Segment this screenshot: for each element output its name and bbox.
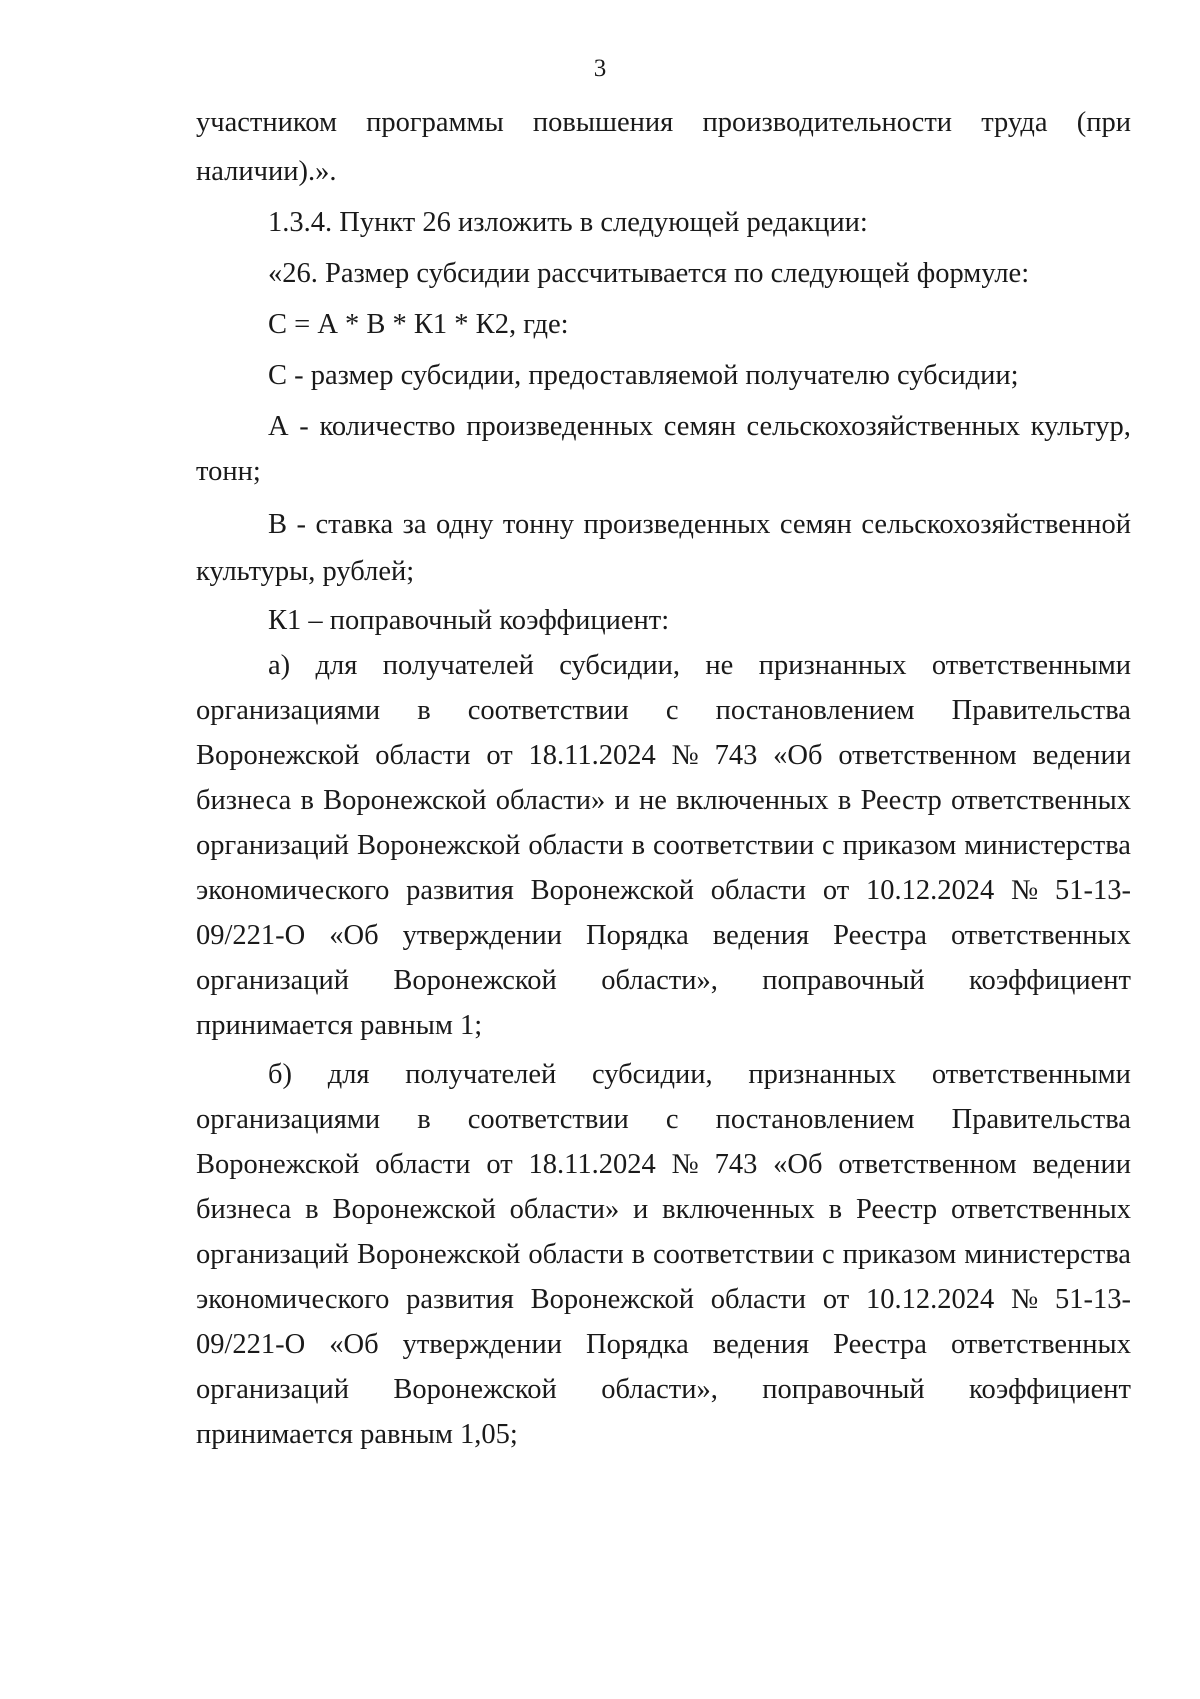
word: 18.11.2024 (528, 1149, 656, 1180)
word: произведенных (466, 411, 654, 442)
text-line: С - размер субсидии, предоставляемой получателю субсидии; (268, 360, 1019, 391)
word: А (268, 411, 289, 442)
word: Воронежской (530, 1284, 694, 1315)
word: утверждении (402, 920, 563, 951)
word: 51-13- (1054, 875, 1131, 906)
text-line (196, 1320, 1131, 1369)
word: соответствии (467, 1104, 629, 1135)
word: и (614, 785, 630, 816)
word: бизнеса (196, 1194, 292, 1225)
text-line: наличии).». (196, 156, 337, 187)
word: включенных (676, 785, 829, 816)
word: организаций (196, 1374, 350, 1405)
word: Реестр (860, 785, 942, 816)
word: признанных (748, 1059, 897, 1090)
word: поправочный (762, 965, 925, 996)
word: от (822, 875, 850, 906)
word: - (296, 509, 306, 540)
text-line (196, 821, 1131, 870)
text-line (196, 686, 1131, 735)
word: с (665, 695, 679, 726)
word: Реестр (855, 1194, 938, 1225)
text-line (196, 911, 1131, 960)
word: в (631, 830, 646, 861)
text-line (196, 1185, 1131, 1234)
word: ответственных (950, 785, 1131, 816)
word: ответственном (838, 1149, 1017, 1180)
word: поправочный (762, 1374, 925, 1405)
word: Воронежской (196, 740, 360, 771)
word: культур, (1030, 411, 1131, 442)
word: Порядка (586, 920, 689, 951)
word: «Об (329, 1329, 379, 1360)
word: «Об (329, 920, 379, 951)
word: ответственных (950, 1194, 1131, 1225)
word: труда (981, 107, 1048, 138)
word: области (710, 875, 807, 906)
word: - (299, 411, 309, 442)
word: № (1011, 875, 1039, 906)
word: министерства (964, 1239, 1131, 1270)
word: в (417, 695, 431, 726)
text-line: культуры, рублей; (196, 556, 415, 587)
word: экономического (196, 875, 390, 906)
word: соответствии (653, 1239, 815, 1270)
word: получателей (382, 650, 534, 681)
word: области» (495, 785, 606, 816)
word: «Об (773, 1149, 823, 1180)
word: программы (366, 107, 504, 138)
word: 09/221-О (196, 920, 306, 951)
word: не (705, 650, 734, 681)
word: тонну (502, 509, 575, 540)
text-line (196, 641, 1131, 690)
word: ведения (712, 920, 810, 951)
word: 10.12.2024 (865, 1284, 995, 1315)
word: (при (1076, 107, 1131, 138)
word: Воронежской (196, 1149, 360, 1180)
word: Правительства (951, 1104, 1131, 1135)
word: в (417, 1104, 431, 1135)
word: 18.11.2024 (528, 740, 656, 771)
word: соответствии (653, 830, 815, 861)
word: ответственными (931, 1059, 1131, 1090)
word: области (528, 830, 624, 861)
word: Воронежской (323, 785, 487, 816)
text-line: «26. Размер субсидии рассчитывается по следующей формуле: (268, 258, 1030, 289)
word: включенных (662, 1194, 815, 1225)
word: для (315, 650, 358, 681)
text-line (196, 776, 1131, 825)
word: Воронежской (393, 1374, 557, 1405)
word: области (528, 1239, 624, 1270)
word: бизнеса (196, 785, 292, 816)
word: Реестра (833, 920, 927, 951)
word: В (268, 509, 288, 540)
word: от (486, 740, 513, 771)
word: ответственном (838, 740, 1017, 771)
text-line (196, 500, 1131, 549)
word: ответственных (950, 1329, 1131, 1360)
text-line: 1.3.4. Пункт 26 изложить в следующей редакции: (268, 207, 868, 238)
word: Воронежской (356, 830, 521, 861)
word: семян (663, 411, 736, 442)
word: области (710, 1284, 807, 1315)
text-line: К1 – поправочный коэффициент: (268, 605, 670, 636)
word: одну (436, 509, 494, 540)
word: в (300, 785, 314, 816)
word: участником (196, 107, 337, 138)
word: Реестра (833, 1329, 927, 1360)
text-line: принимается равным 1; (196, 1010, 483, 1041)
word: сельскохозяйственных (746, 411, 1020, 442)
word: организаций (196, 965, 350, 996)
word: организациями (196, 695, 381, 726)
text-line (196, 1095, 1131, 1144)
word: не (638, 785, 667, 816)
word: а) (268, 650, 291, 681)
word: постановлением (715, 1104, 915, 1135)
word: за (402, 509, 427, 540)
word: повышения (532, 107, 674, 138)
word: ответственными (931, 650, 1131, 681)
word: организациями (196, 1104, 381, 1135)
word: субсидии, (591, 1059, 713, 1090)
word: с (822, 1239, 835, 1270)
word: получателей (405, 1059, 557, 1090)
word: от (486, 1149, 513, 1180)
word: № (1011, 1284, 1039, 1315)
text-line (196, 1275, 1131, 1324)
word: 51-13- (1054, 1284, 1131, 1315)
word: ведении (1032, 740, 1131, 771)
word: Воронежской (530, 875, 694, 906)
word: утверждении (402, 1329, 563, 1360)
word: производительности (702, 107, 953, 138)
word: в (837, 785, 852, 816)
word: области» (509, 1194, 620, 1225)
word: семян (779, 509, 852, 540)
word: для (327, 1059, 370, 1090)
document-body (196, 98, 1131, 1459)
word: министерства (964, 830, 1131, 861)
word: 743 (714, 1149, 758, 1180)
text-line (196, 956, 1131, 1005)
word: соответствии (467, 695, 629, 726)
text-line (196, 402, 1131, 451)
word: № (671, 740, 699, 771)
word: с (665, 1104, 679, 1135)
word: развития (406, 1284, 514, 1315)
word: произведенных (583, 509, 771, 540)
word: «Об (773, 740, 823, 771)
text-line: тонн; (196, 456, 261, 487)
text-line (196, 866, 1131, 915)
text-line (196, 731, 1131, 780)
text-line (196, 1140, 1131, 1189)
word: развития (406, 875, 514, 906)
text-line: С = А * В * К1 * К2, где: (268, 309, 569, 340)
word: ответственных (950, 920, 1131, 951)
word: сельскохозяйственной (861, 509, 1131, 540)
word: в (828, 1194, 843, 1225)
text-line: принимается равным 1,05; (196, 1419, 518, 1450)
word: Порядка (586, 1329, 689, 1360)
word: области (375, 740, 471, 771)
word: ставка (315, 509, 394, 540)
word: области (375, 1149, 471, 1180)
text-line (196, 1365, 1131, 1414)
word: в (631, 1239, 646, 1270)
word: области», (601, 965, 718, 996)
text-line (196, 1230, 1131, 1279)
word: 10.12.2024 (865, 875, 995, 906)
word: организаций (196, 830, 350, 861)
text-line (196, 98, 1131, 147)
word: приказом (842, 830, 957, 861)
word: в (305, 1194, 319, 1225)
word: № (671, 1149, 699, 1180)
word: и (633, 1194, 649, 1225)
word: субсидии, (559, 650, 680, 681)
word: экономического (196, 1284, 390, 1315)
word: ведении (1032, 1149, 1131, 1180)
word: Правительства (951, 695, 1131, 726)
word: ведения (712, 1329, 810, 1360)
word: коэффициент (969, 965, 1131, 996)
word: Воронежской (393, 965, 557, 996)
word: коэффициент (969, 1374, 1131, 1405)
text-line (196, 1050, 1131, 1099)
page-number: 3 (593, 55, 607, 82)
word: от (822, 1284, 850, 1315)
word: Воронежской (356, 1239, 521, 1270)
word: постановлением (715, 695, 915, 726)
word: 743 (714, 740, 758, 771)
word: 09/221-О (196, 1329, 306, 1360)
word: Воронежской (332, 1194, 496, 1225)
word: б) (268, 1059, 292, 1090)
word: организаций (196, 1239, 350, 1270)
word: области», (601, 1374, 718, 1405)
word: с (822, 830, 835, 861)
word: признанных (758, 650, 907, 681)
word: приказом (842, 1239, 957, 1270)
word: количество (319, 411, 456, 442)
